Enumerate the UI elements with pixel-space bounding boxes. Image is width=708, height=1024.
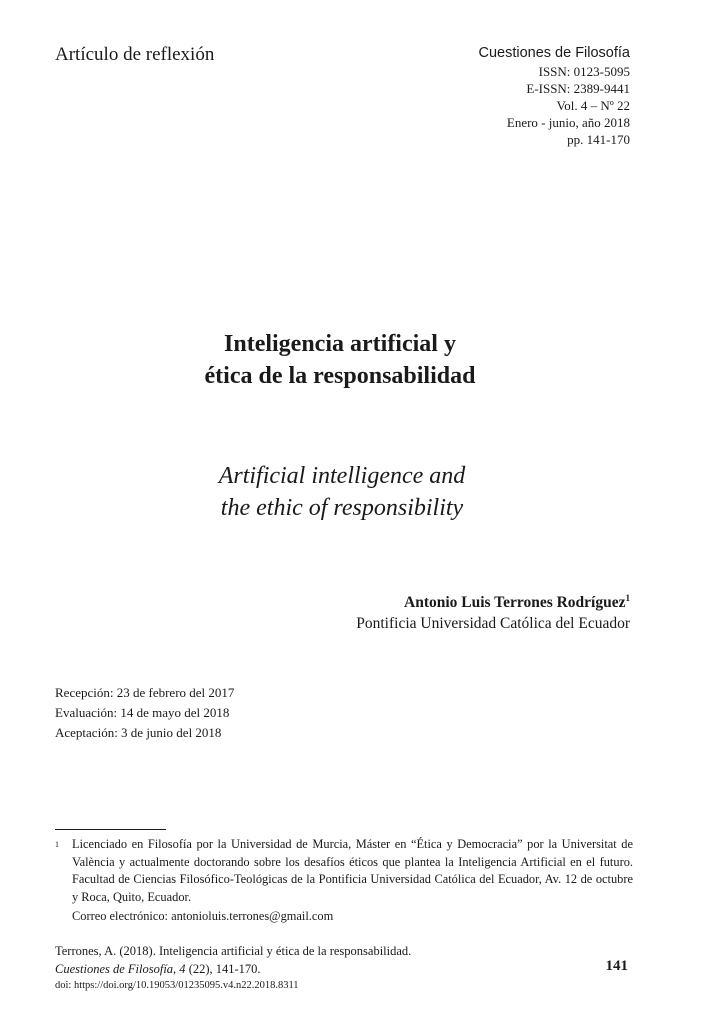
publication-period: Enero - junio, año 2018 [506, 115, 630, 130]
citation-line-2 [55, 960, 411, 978]
footnote-email: Correo electrónico: antonioluis.terrones@gmail.com [72, 909, 334, 923]
citation-line-1: Terrones, A. (2018). Inteligencia artificial y ética de la responsabilidad. [55, 944, 412, 958]
author-name-text: Antonio Luis Terrones Rodríguez [404, 594, 626, 611]
page-range: pp. 141-170 [567, 132, 630, 147]
title-english-line-1: Artificial intelligence and [218, 463, 466, 489]
citation-journal: Cuestiones de Filosofía, 4 [55, 962, 186, 976]
page-number: 141 [605, 958, 628, 974]
title-spanish-line-1: Inteligencia artificial y [224, 331, 456, 357]
title-spanish-line-2: ética de la responsabilidad [204, 363, 476, 389]
title-english [0, 460, 684, 524]
footnote-mark: 1 [55, 840, 59, 849]
footnote-divider [55, 829, 166, 830]
title-spanish [0, 328, 680, 392]
issn: ISSN: 0123-5095 [538, 64, 630, 79]
submission-dates [55, 683, 234, 743]
author-footnote-ref[interactable]: 1 [625, 592, 630, 603]
title-english-line-2: the ethic of responsibility [220, 495, 464, 521]
journal-info [478, 44, 630, 148]
author-affiliation: Pontificia Universidad Católica del Ecuador [356, 615, 630, 632]
evaluation-date: Evaluación: 14 de mayo del 2018 [55, 705, 230, 720]
author-block [356, 592, 630, 634]
citation [55, 942, 411, 994]
footnote-text: Licenciado en Filosofía por la Universidad de Murcia, Máster en “Ética y Democracia” por la Universitat de València y actualmente doctorando sobre los desafíos éticos que plantea la Inteligencia Artificial en el futuro. Facultad de Ciencias Filosófico-Teológicas de la Pontificia Universidad Católica del Ecuador, Av. 12 de octubre y Roca, Quito, Ecuador. [72, 837, 633, 904]
doi-link[interactable]: doi: https://doi.org/10.19053/01235095.v4.n22.2018.8311 [55, 980, 299, 991]
author-name [356, 592, 630, 613]
eissn: E-ISSN: 2389-9441 [526, 81, 630, 96]
journal-name: Cuestiones de Filosofía [478, 45, 630, 61]
citation-issue-pages: (22), 141-170. [185, 962, 261, 976]
reception-date: Recepción: 23 de febrero del 2017 [55, 685, 235, 700]
footnote [55, 836, 633, 926]
section-label: Artículo de reflexión [55, 44, 215, 65]
volume-issue: Vol. 4 – Nº 22 [556, 98, 630, 113]
acceptance-date: Aceptación: 3 de junio del 2018 [55, 725, 222, 740]
